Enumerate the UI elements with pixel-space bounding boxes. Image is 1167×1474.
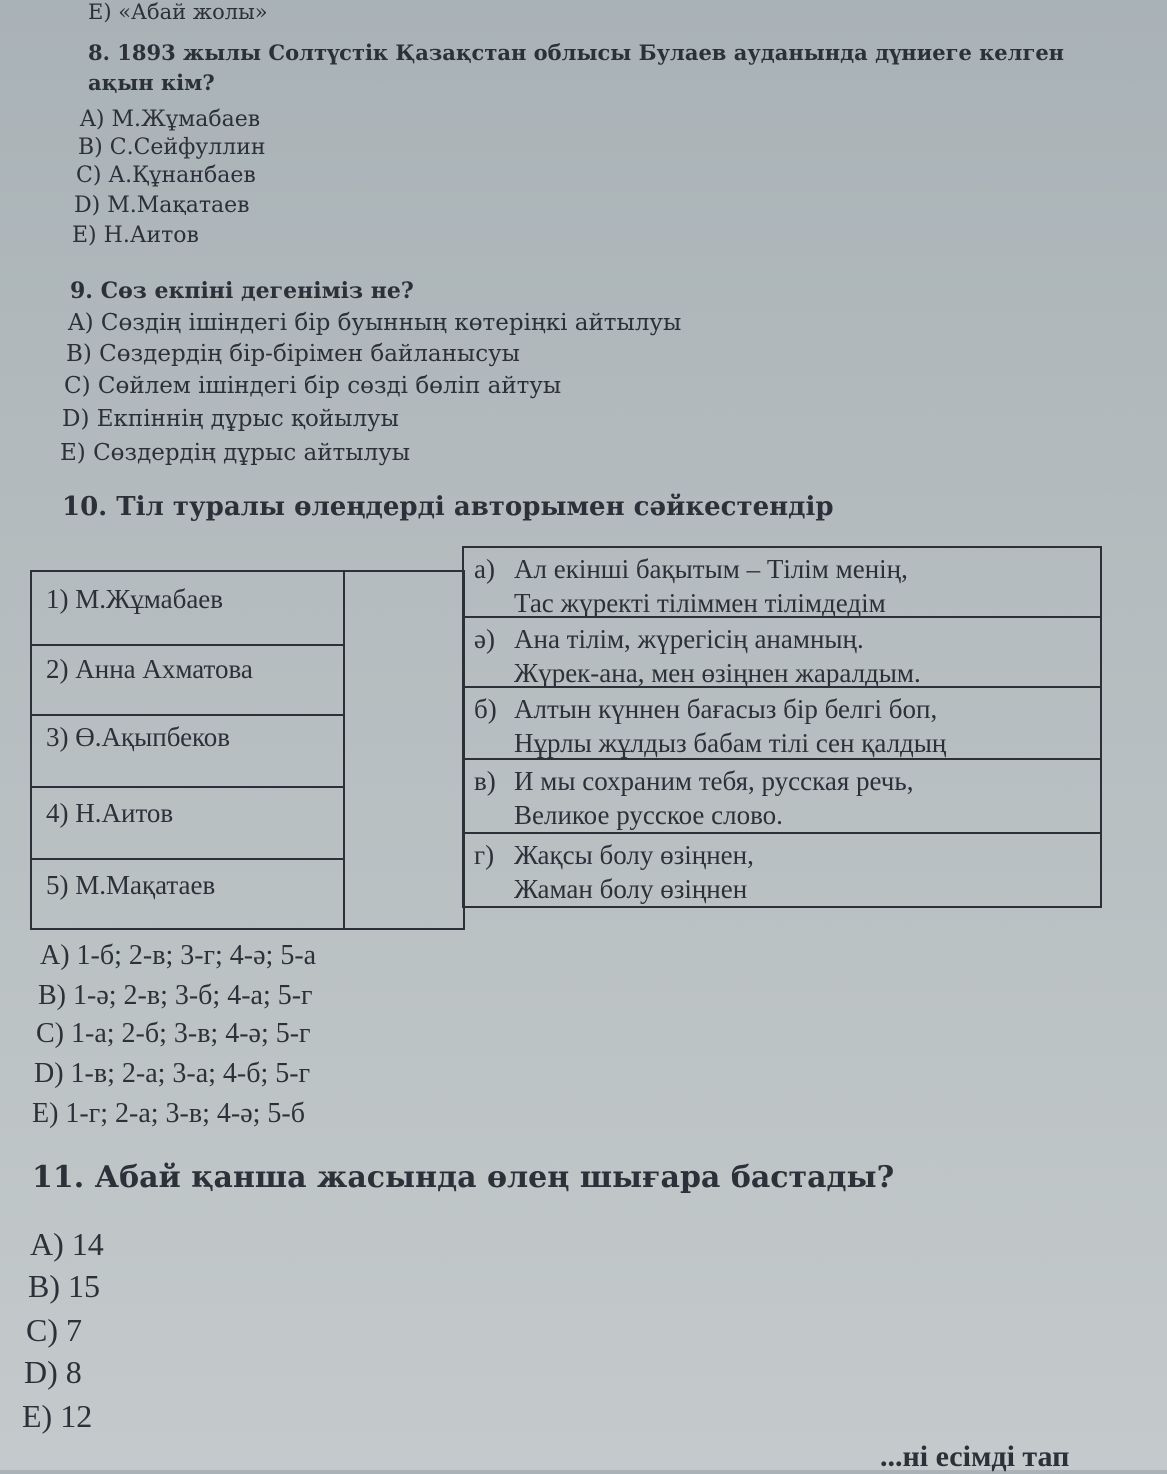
- poem-line: Алтын күннен бағасыз бір белгі боп,: [514, 694, 938, 724]
- poem-line: Жаман болу өзіңнен: [514, 874, 748, 904]
- q9-option-c: C) Сөйлем ішіндегі бір сөзді бөліп айтуы: [64, 373, 562, 399]
- q10-option-c: C) 1-а; 2-б; 3-в; 4-ә; 5-г: [36, 1018, 311, 1049]
- poem-line: Нұрлы жұлдыз бабам тілі сен қалдың: [514, 728, 947, 758]
- q10-option-b: B) 1-ә; 2-в; 3-б; 4-а; 5-г: [38, 980, 313, 1011]
- poem-line: Жақсы болу өзіңнен,: [514, 840, 754, 870]
- poem-line: Ана тілім, жүрегісің анамның.: [514, 624, 864, 654]
- poem-cell: [464, 834, 1100, 906]
- cut-off-next-question: ...ні есімді тап: [880, 1440, 1070, 1473]
- poem-marker: ә): [474, 624, 495, 654]
- poem-marker: в): [474, 766, 496, 796]
- answer-column: [343, 570, 465, 930]
- poem-line: Жүрек-ана, мен өзіңнен жаралдым.: [514, 658, 921, 688]
- q9-option-d: D) Екпіннің дұрыс қойылуы: [62, 406, 399, 432]
- poem-cell: [464, 618, 1100, 688]
- question-8-text-line2: ақын кім?: [88, 70, 215, 95]
- poem-cell: [464, 688, 1100, 760]
- question-10-text: 10. Тіл туралы өлеңдерді авторымен сәйкестендір: [62, 492, 834, 522]
- q8-option-e: E) Н.Аитов: [72, 223, 199, 248]
- q8-option-c: C) А.Құнанбаев: [76, 163, 256, 188]
- q8-option-a: A) М.Жұмабаев: [80, 107, 261, 132]
- poem-marker: г): [474, 840, 495, 870]
- q10-option-e: E) 1-г; 2-а; 3-в; 4-ә; 5-б: [32, 1098, 305, 1129]
- previous-question-option: E) «Абай жолы»: [88, 0, 268, 24]
- poem-cell: [464, 760, 1100, 834]
- q10-option-a: A) 1-б; 2-в; 3-г; 4-ә; 5-а: [40, 940, 317, 971]
- poem-line: И мы сохраним тебя, русская речь,: [514, 766, 914, 796]
- poem-marker: б): [474, 694, 497, 724]
- author-cell: 4) Н.Аитов: [32, 788, 345, 860]
- question-11-text: 11. Абай қанша жасында өлең шығара бастады?: [32, 1160, 895, 1195]
- q8-option-d: D) М.Мақатаев: [74, 193, 250, 218]
- poems-column: [462, 546, 1102, 908]
- q9-option-a: A) Сөздің ішіндегі бір буынның көтеріңкі айтылуы: [68, 310, 682, 336]
- q9-option-b: B) Сөздердің бір-бірімен байланысуы: [66, 341, 520, 367]
- q11-option-d: D) 8: [24, 1354, 82, 1390]
- poem-marker: а): [474, 554, 495, 584]
- author-cell: 2) Анна Ахматова: [32, 646, 345, 716]
- author-cell: 5) М.Мақатаев: [46, 870, 216, 900]
- authors-column: [30, 570, 345, 930]
- author-cell: 1) М.Жұмабаев: [32, 572, 345, 646]
- question-8-text-line1: 8. 1893 жылы Солтүстік Қазақстан облысы Булаев ауданында дүниеге келген: [88, 40, 1065, 65]
- q8-option-b: B) С.Сейфуллин: [78, 135, 266, 160]
- poem-line: Великое русское слово.: [514, 800, 783, 830]
- poem-line: Тас жүректі тіліммен тілімдедім: [514, 588, 886, 618]
- poem-cell: [464, 548, 1100, 618]
- q11-option-c: C) 7: [26, 1312, 82, 1348]
- question-9-text: 9. Сөз екпіні дегеніміз не?: [70, 278, 414, 304]
- q10-option-d: D) 1-в; 2-а; 3-а; 4-б; 5-г: [34, 1058, 311, 1089]
- poem-line: Ал екінші бақытым – Тілім менің,: [514, 554, 908, 584]
- q11-option-a: A) 14: [30, 1226, 104, 1262]
- q11-option-e: E) 12: [22, 1398, 93, 1434]
- author-cell: 3) Ө.Ақыпбеков: [32, 716, 345, 788]
- question-8: [88, 38, 1064, 98]
- q11-option-b: B) 15: [28, 1268, 100, 1304]
- q9-option-e: E) Сөздердің дұрыс айтылуы: [60, 440, 411, 466]
